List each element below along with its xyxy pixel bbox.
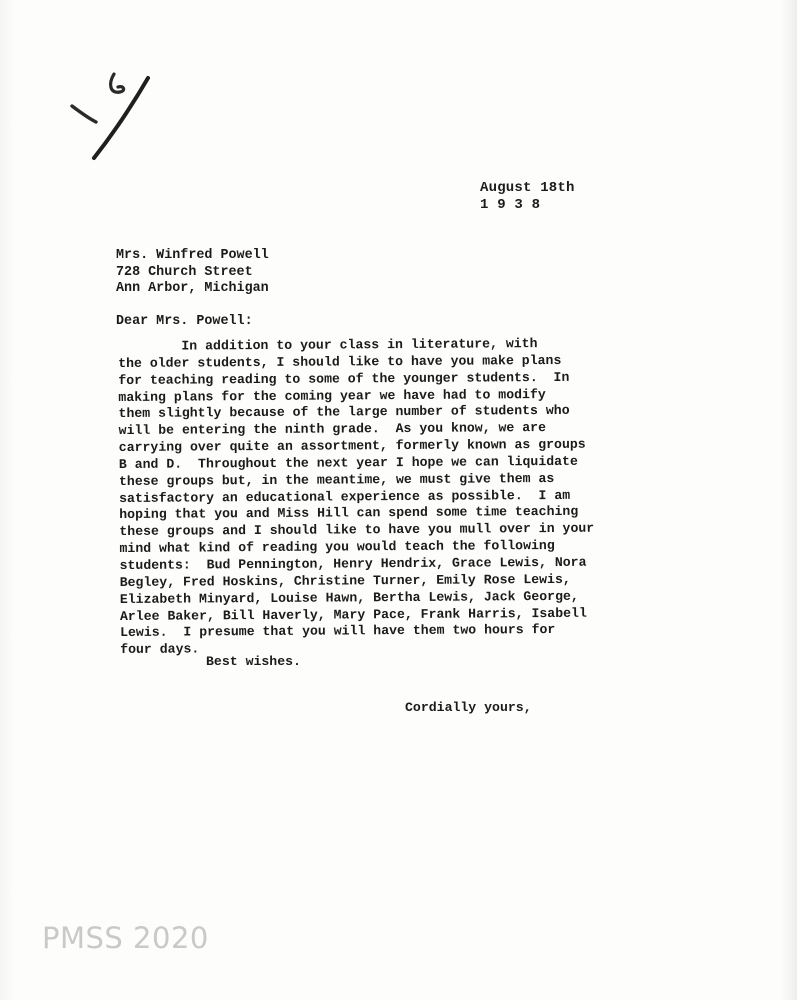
- closing-cordially: Cordially yours,: [405, 700, 532, 715]
- body-line: students: Bud Pennington, Henry Hendrix, Grace Lewis, Nora: [119, 554, 587, 573]
- body-line: In addition to your class in literature, with: [118, 336, 538, 354]
- body-line: carrying over quite an assortment, formerly known as groups: [118, 436, 586, 456]
- recipient-line: 728 Church Street: [116, 264, 253, 280]
- recipient-address: [116, 248, 269, 298]
- body-line: Arlee Baker, Bill Haverly, Mary Pace, Frank Harris, Isabell: [119, 605, 587, 624]
- body-line: four days.: [120, 641, 200, 658]
- body-line: the older students, I should like to have you make plans: [118, 352, 562, 371]
- body-line: B and D. Throughout the next year I hope we can liquidate: [118, 453, 578, 472]
- date-line-1: August 18th: [480, 180, 575, 196]
- date-line-2: 1 9 3 8: [480, 197, 541, 213]
- letter-date: [480, 180, 575, 214]
- body-line: Begley, Fred Hoskins, Christine Turner, Emily Rose Lewis,: [119, 571, 571, 590]
- closing-best-wishes: Best wishes.: [206, 654, 301, 669]
- salutation: Dear Mrs. Powell:: [116, 314, 253, 329]
- body-line: hoping that you and Miss Hill can spend some time teaching: [119, 504, 579, 523]
- body-line: Lewis. I presume that you will have them two hours for: [119, 622, 556, 641]
- letter-body: [118, 336, 595, 659]
- body-line: will be entering the ninth grade. As you know, we are: [118, 420, 547, 439]
- handwritten-check-mark: [64, 58, 164, 168]
- body-line: mind what kind of reading you would teach the following: [119, 538, 555, 557]
- body-line: making plans for the coming year we have had to modify: [118, 386, 546, 405]
- body-line: these groups but, in the meantime, we must give them as: [118, 470, 555, 489]
- body-line: these groups and I should like to have you mull over in your: [119, 520, 595, 540]
- body-line: for teaching reading to some of the younger students. In: [118, 369, 570, 388]
- body-line: them slightly because of the large number of students who: [118, 403, 570, 422]
- recipient-line: Mrs. Winfred Powell: [116, 248, 269, 263]
- body-line: Elizabeth Minyard, Louise Hawn, Bertha Lewis, Jack George,: [119, 588, 579, 607]
- body-line: satisfactory an educational experience as possible. I am: [119, 487, 571, 506]
- archive-watermark: PMSS 2020: [42, 921, 209, 955]
- recipient-line: Ann Arbor, Michigan: [116, 281, 269, 296]
